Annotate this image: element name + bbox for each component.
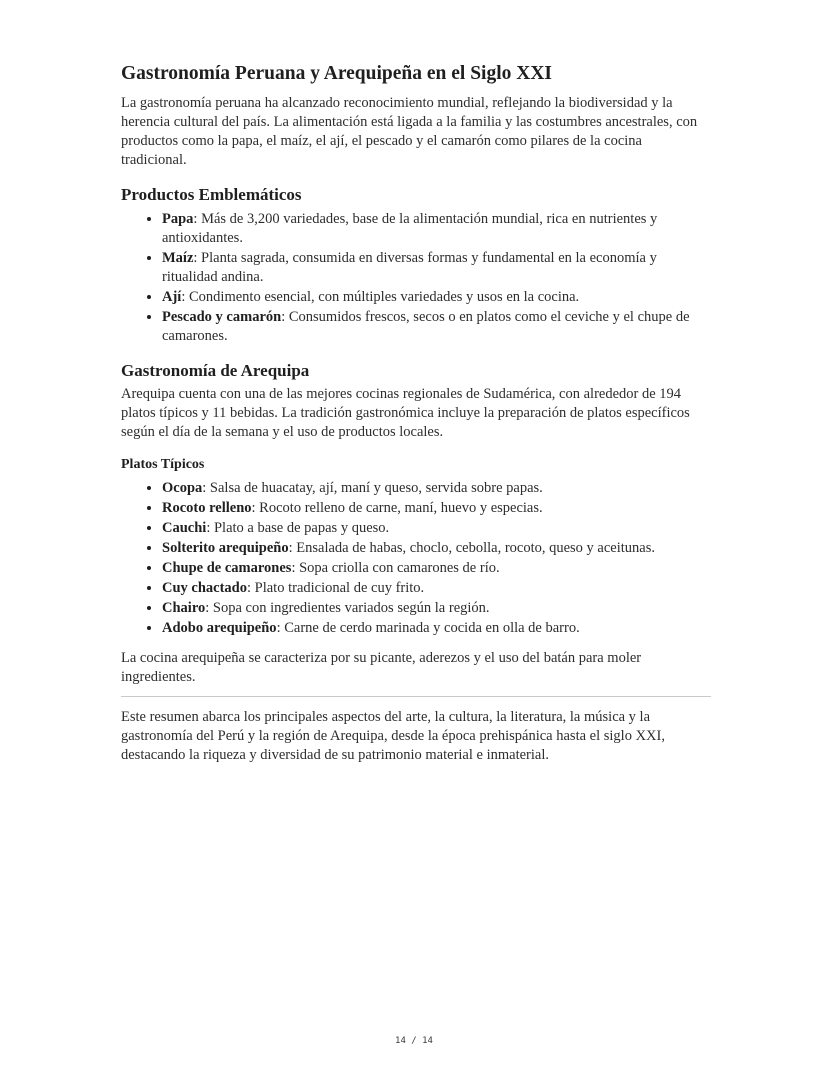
document-content [121, 62, 711, 765]
closing-paragraph: La cocina arequipeña se caracteriza por su picante, aderezos y el uso del batán para moler ingredientes. [121, 650, 642, 685]
item-desc: : Planta sagrada, consumida en diversas formas y fundamental en la economía y ritualidad andina. [162, 250, 657, 285]
section-heading-arequipa: Gastronomía de Arequipa [121, 361, 310, 380]
list-item [162, 209, 711, 248]
item-term: Chupe de camarones [162, 560, 292, 576]
list-item [162, 518, 711, 538]
page-number: 14 / 14 [395, 1036, 433, 1046]
list-item [162, 578, 711, 598]
dishes-list [121, 478, 711, 638]
item-desc: : Rocoto relleno de carne, maní, huevo y especias. [251, 500, 543, 516]
list-item [162, 478, 711, 498]
item-term: Ají [162, 289, 182, 305]
item-desc: : Salsa de huacatay, ají, maní y queso, servida sobre papas. [202, 480, 543, 496]
products-list [121, 209, 711, 346]
item-term: Pescado y camarón [162, 309, 282, 325]
item-desc: : Consumidos frescos, secos o en platos como el ceviche y el chupe de camarones. [162, 309, 690, 344]
list-item [162, 558, 711, 578]
item-term: Maíz [162, 250, 194, 266]
list-item [162, 248, 711, 287]
list-item [162, 287, 711, 307]
item-desc: : Más de 3,200 variedades, base de la alimentación mundial, rica en nutrientes y antioxidantes. [162, 211, 658, 246]
item-term: Rocoto relleno [162, 500, 252, 516]
item-term: Adobo arequipeño [162, 620, 277, 636]
item-desc: : Carne de cerdo marinada y cocida en olla de barro. [276, 620, 580, 636]
list-item [162, 618, 711, 638]
item-term: Chairo [162, 600, 206, 616]
item-desc: : Condimento esencial, con múltiples variedades y usos en la cocina. [181, 289, 580, 305]
item-term: Solterito arequipeño [162, 540, 289, 556]
list-item [162, 598, 711, 618]
item-term: Papa [162, 211, 194, 227]
sub-heading-platos-tipicos: Platos Típicos [121, 457, 205, 472]
section-heading-productos: Productos Emblemáticos [121, 185, 302, 204]
page-title: Gastronomía Peruana y Arequipeña en el Siglo XXI [121, 63, 553, 84]
section-divider [121, 696, 711, 697]
item-desc: : Plato tradicional de cuy frito. [247, 580, 425, 596]
item-term: Cauchi [162, 520, 207, 536]
list-item [162, 498, 711, 518]
list-item [162, 307, 711, 346]
intro-paragraph: La gastronomía peruana ha alcanzado reconocimiento mundial, reflejando la biodiversidad y la herencia cultural del país. La alimentación está ligada a la familia y las costumbres ancestrales, con productos como la papa, el maíz, el ají, el pescado y el camarón como pilares de la cocina tradicional. [121, 95, 698, 168]
item-desc: : Ensalada de habas, choclo, cebolla, rocoto, queso y aceitunas. [288, 540, 656, 556]
list-item [162, 538, 711, 558]
arequipa-paragraph: Arequipa cuenta con una de las mejores cocinas regionales de Sudamérica, con alrededor de 194 platos típicos y 11 bebidas. La tradición gastronómica incluye la preparación de platos específicos según el día de la semana y el uso de productos locales. [121, 386, 690, 440]
item-term: Cuy chactado [162, 580, 247, 596]
item-desc: : Sopa criolla con camarones de río. [291, 560, 500, 576]
item-term: Ocopa [162, 480, 203, 496]
item-desc: : Sopa con ingredientes variados según la región. [205, 600, 490, 616]
summary-paragraph: Este resumen abarca los principales aspectos del arte, la cultura, la literatura, la música y la gastronomía del Perú y la región de Arequipa, desde la época prehispánica hasta el siglo XXI, destacando la riqueza y diversidad de su patrimonio material e inmaterial. [121, 709, 665, 763]
item-desc: : Plato a base de papas y queso. [206, 520, 390, 536]
